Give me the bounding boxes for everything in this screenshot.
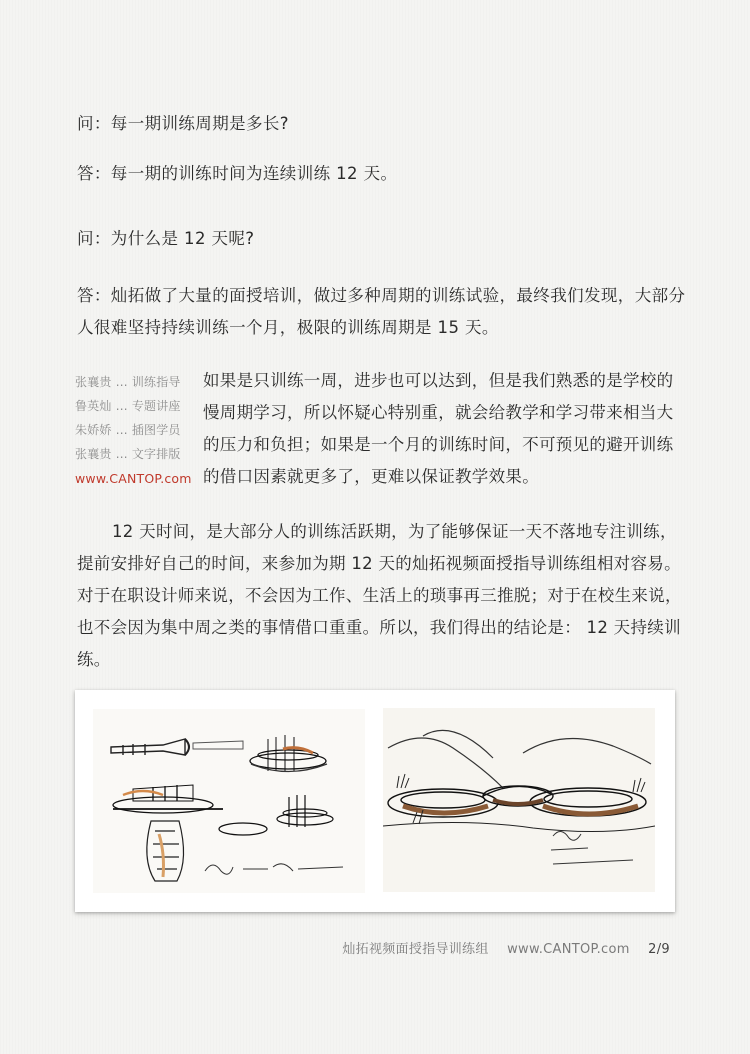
credit-row: 张襄贵 … 训练指导 <box>75 375 181 389</box>
paragraph-2: 12 天时间，是大部分人的训练活跃期，为了能够保证一天不落地专注训练，提前安排好自己的时间，来参加为期 12 天的灿拓视频面授指导训练组相对容易。对于在职设计师来说，不会因为工作、生活上的琐事再三推脱；对于在校生来说，也不会因为集中周之类的事情借口重重。所以，我们得出的结论是： 12 天持续训练。 <box>77 522 682 669</box>
page-number: 2/9 <box>648 942 670 957</box>
answer-1: 答：每一期的训练时间为连续训练 12 天。 <box>77 164 398 183</box>
sketch-1-drawing <box>93 709 365 893</box>
credits-website-link[interactable]: www.CANTOP.com <box>75 471 192 486</box>
credit-row: 朱娇娇 … 插图学员 <box>75 423 181 437</box>
credit-row: 鲁英灿 … 专题讲座 <box>75 399 181 413</box>
sketch-photo-frame <box>75 690 675 912</box>
question-2: 问：为什么是 12 天呢? <box>77 229 255 248</box>
paragraph-1: 如果是只训练一周，进步也可以达到，但是我们熟悉的是学校的慢周期学习，所以怀疑心特别重，就会给教学和学习带来相当大的压力和负担；如果是一个月的训练时间，不可预见的避开训练的借口因素就更多了，更难以保证教学效果。 <box>203 371 674 486</box>
footer-group-name: 灿拓视频面授指导训练组 <box>342 942 489 957</box>
sketch-image-2 <box>383 708 655 892</box>
answer-2: 答：灿拓做了大量的面授培训，做过多种周期的训练试验，最终我们发现，大部分人很难坚持持续训练一个月，极限的训练周期是 15 天。 <box>77 286 686 337</box>
credit-row: 张襄贵 … 文字排版 <box>75 447 181 461</box>
credits-sidebar <box>75 370 200 491</box>
footer-website-link[interactable]: www.CANTOP.com <box>507 942 630 957</box>
sketch-image-1 <box>93 709 365 893</box>
sketch-2-drawing <box>383 708 655 892</box>
page-footer <box>0 938 670 957</box>
question-1: 问：每一期训练周期是多长? <box>77 114 289 133</box>
